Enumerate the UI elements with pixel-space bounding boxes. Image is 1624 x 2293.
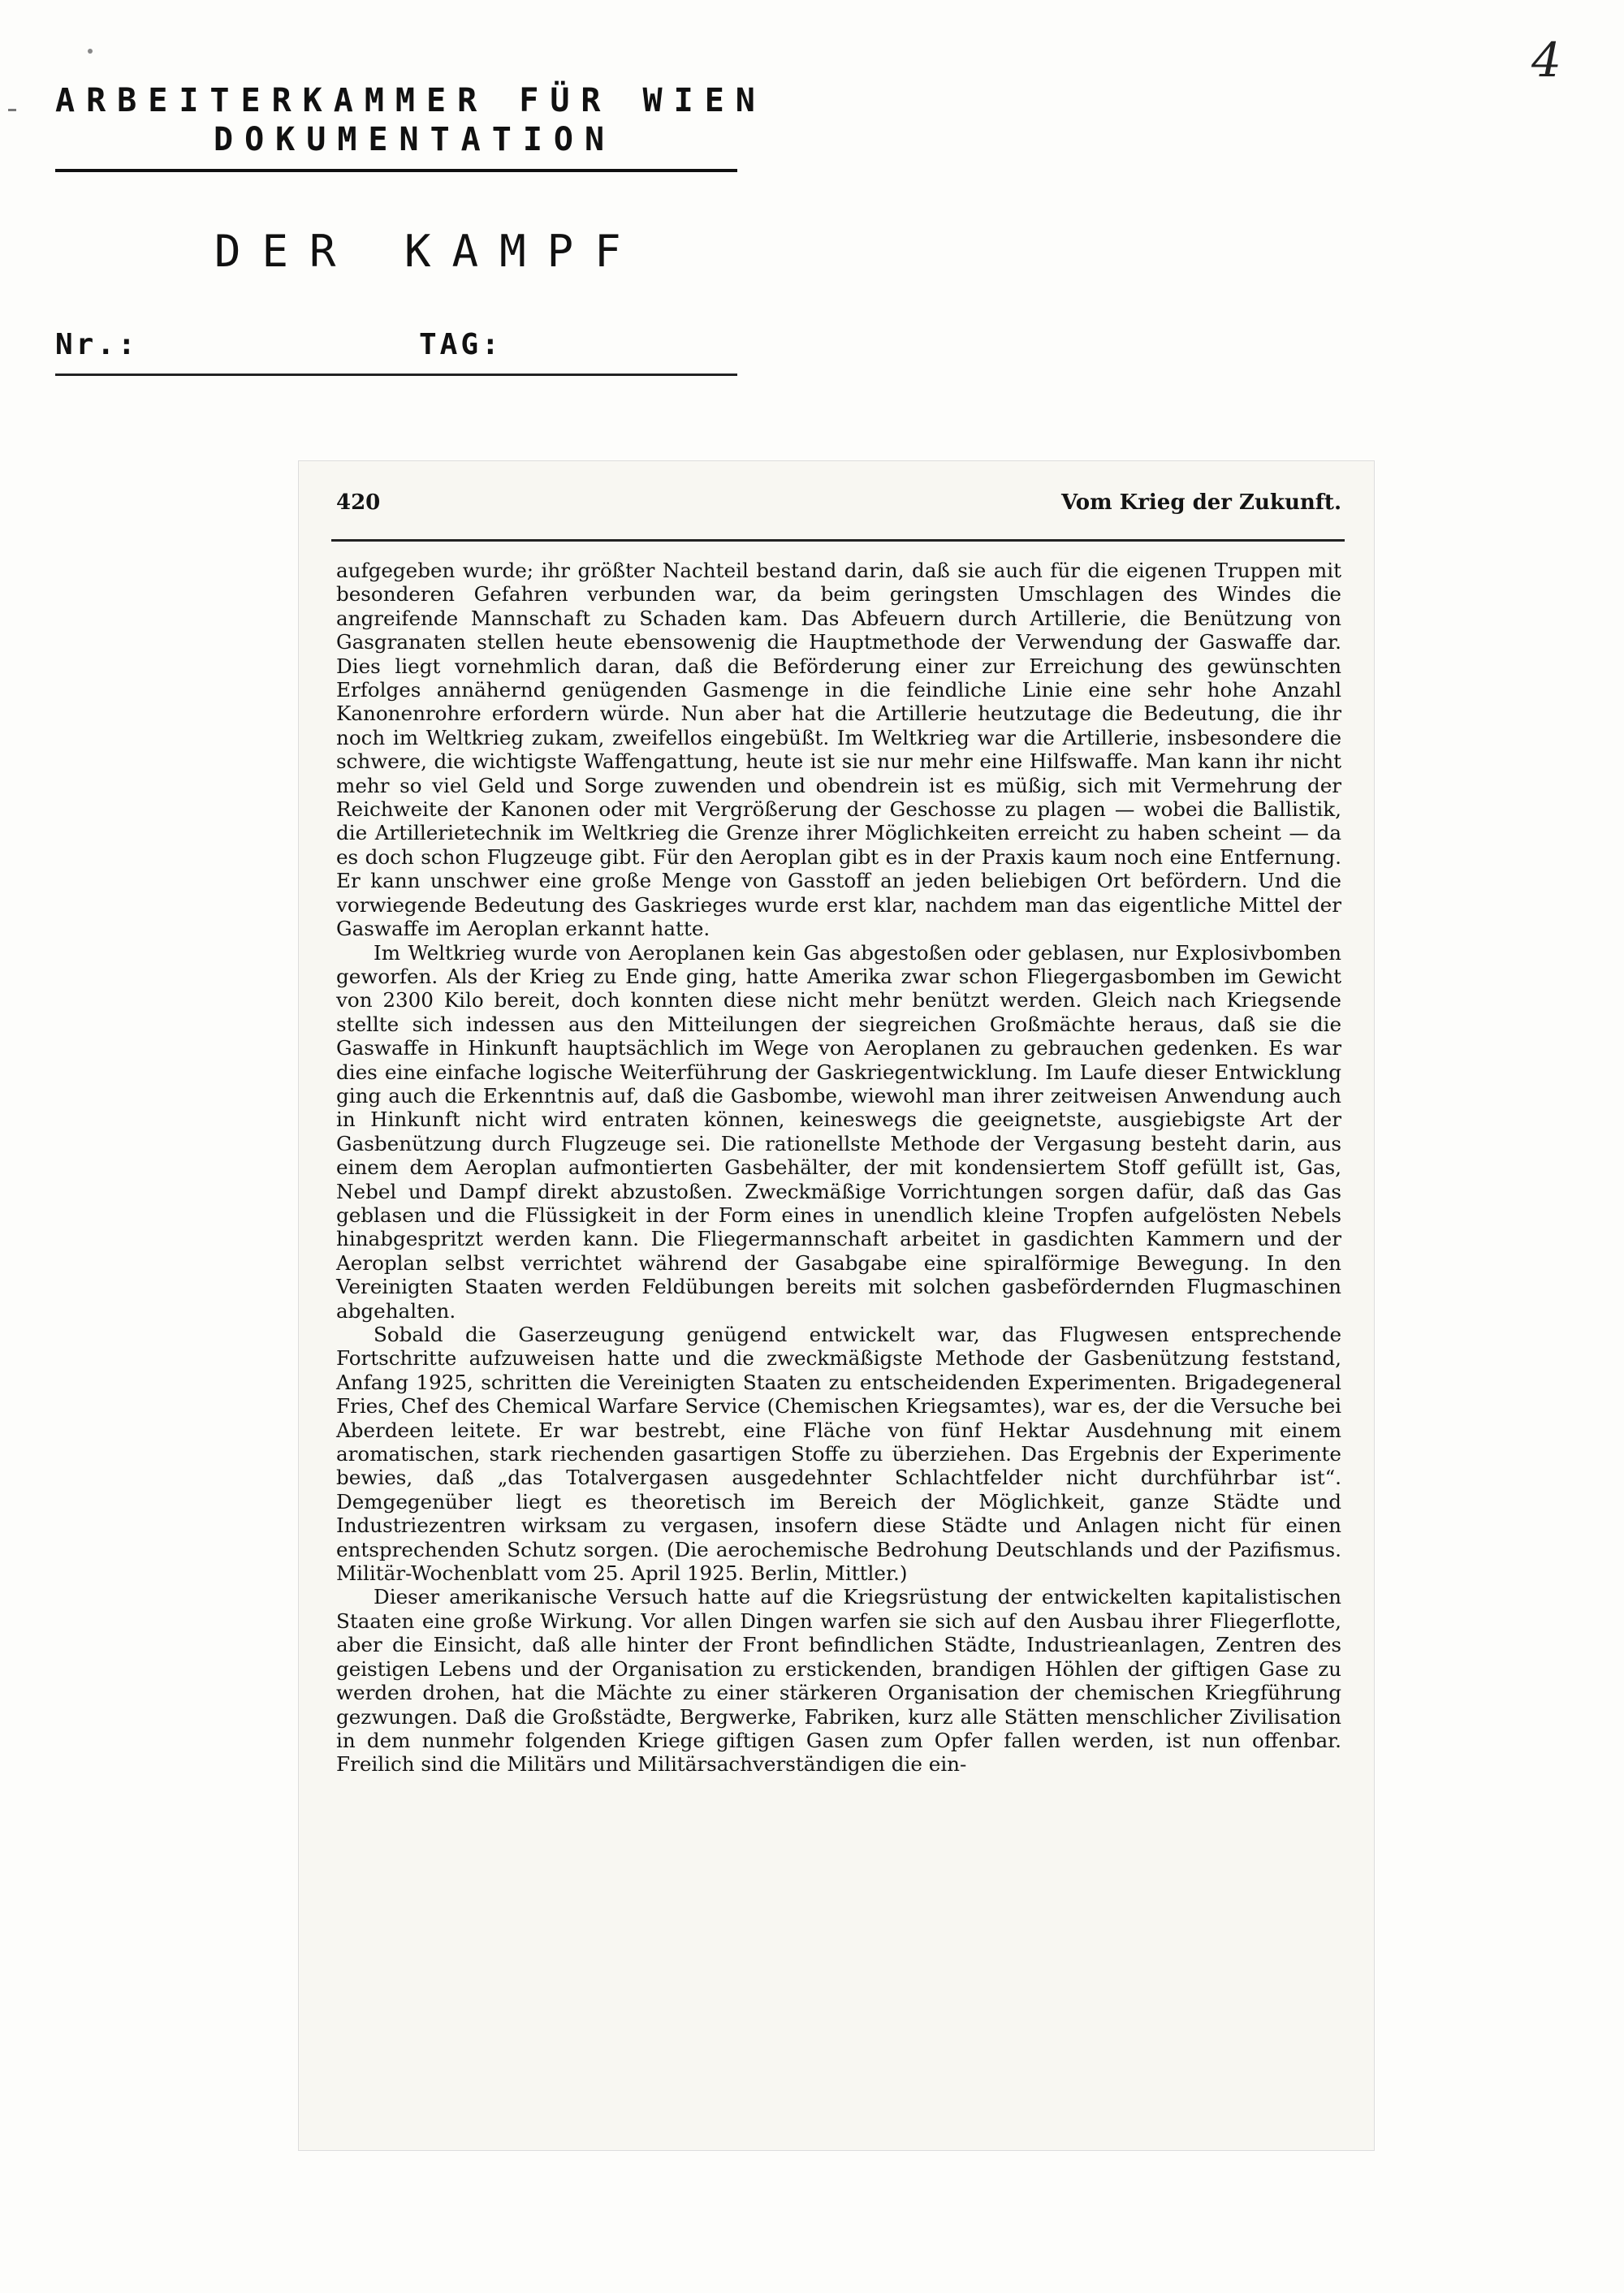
issue-number-field: Nr.: <box>55 328 139 361</box>
newspaper-clipping <box>299 461 1374 2150</box>
date-field: TAG: <box>419 328 503 361</box>
archive-header <box>55 81 767 159</box>
article-body <box>336 559 1341 1777</box>
institution-name: ARBEITERKAMMER FÜR WIEN <box>55 82 767 119</box>
edge-mark <box>8 109 16 111</box>
punch-mark <box>88 49 93 54</box>
clipping-running-title: Vom Krieg der Zukunft. <box>1060 490 1341 515</box>
archive-page-number: 4 <box>1531 32 1561 88</box>
article-paragraph: Im Weltkrieg wurde von Aeroplanen kein Gas abgestoßen oder geblasen, nur Explosivbomben geworfen. Als der Krieg zu Ende ging, hatte Amerika zwar schon Fliegergasbomben im Gewicht von 2300 Kilo bereit, doch konnten diese nicht mehr benützt werden. Gleich nach Kriegsende stellte sich indessen aus den Mitteilungen der siegreichen Großmächte heraus, daß sie die Gaswaffe in Hinkunft hauptsächlich im Wege von Aeroplanen zu gebrauchen gedenken. Es war dies eine einfache logische Weiterführung der Gaskriegentwicklung. Im Laufe dieser Entwicklung ging auch die Erkenntnis auf, daß die Gasbombe, wiewohl man ihrer zeitweisen Anwendung auch in Hinkunft nicht wird entraten können, keineswegs die geeignetste, ausgiebigste Art der Gasbenützung durch Flugzeuge sei. Die rationellste Methode der Vergasung besteht darin, aus einem dem Aeroplan aufmontierten Gasbehälter, der mit kondensiertem Stoff gefüllt ist, Gas, Nebel und Dampf direkt abzustoßen. Zweckmäßige Vorrichtungen sorgen dafür, daß das Gas geblasen und die Flüssigkeit in der Form eines in unendlich kleine Tropfen aufgelösten Nebels hinabgespritzt werden kann. Die Fliegermannschaft arbeitet in gasdichten Kammern und der Aeroplan selbst verrichtet während der Gasabgabe eine spiralförmige Bewegung. In den Vereinigten Staaten werden Feldübungen bereits mit solchen gasbefördernden Flugmaschinen abgehalten. <box>336 940 1341 1323</box>
publication-title: DER KAMPF <box>214 226 642 277</box>
article-paragraph: Sobald die Gaserzeugung genügend entwickelt war, das Flugwesen entsprechende Fortschritte aufzuweisen hatte und die zweckmäßigste Methode der Gasbenützung feststand, Anfang 1925, schritten die Vereinigten Staaten zu entscheidenden Experimenten. Brigadegeneral Fries, Chef des Chemical Warfare Service (Chemischen Kriegsamtes), war es, der die Versuche bei Aberdeen leitete. Er war bestrebt, eine Fläche von fünf Hektar Ausdehnung mit einem aromatischen, stark riechenden gasartigen Stoffe zu überziehen. Das Ergebnis der Experimente bewies, daß „das Totalvergasen ausgedehnter Schlachtfelder nicht durchführbar ist“. Demgegenüber liegt es theoretisch im Bereich der Möglichkeit, ganze Städte und Industriezentren wirksam zu vergasen, insofern diese Städte und Anlagen nicht für einen entsprechenden Schutz sorgen. (Die aerochemische Bedrohung Deutschlands und der Pazifismus. Militär-Wochenblatt vom 25. April 1925. Berlin, Mittler.) <box>336 1323 1341 1586</box>
header-rule <box>55 169 737 172</box>
department-name: DOKUMENTATION <box>214 121 616 158</box>
article-paragraph: aufgegeben wurde; ihr größter Nachteil bestand darin, daß sie auch für die eigenen Truppen mit besonderen Gefahren verbunden war, da beim geringsten Umschlagen des Windes die angreifende Mannschaft zu Schaden kam. Das Abfeuern durch Artillerie, die Benützung von Gasgranaten stellen heute ebensowenig die Hauptmethode der Verwendung der Gaswaffe dar. Dies liegt vornehmlich daran, daß die Beförderung einer zur Erreichung des gewünschten Erfolges annähernd genügenden Gasmenge in die feindliche Linie eine sehr hohe Anzahl Kanonenrohre erfordern würde. Nun aber hat die Artillerie heutzutage die Bedeutung, die ihr noch im Weltkrieg zukam, zweifellos eingebüßt. Im Weltkrieg war die Artillerie, insbesondere die schwere, die wichtigste Waffengattung, heute ist sie nur mehr eine Hilfswaffe. Man kann ihr nicht mehr so viel Geld und Sorge zuwenden und obendrein ist es müßig, sich mit Vermehrung der Reichweite der Kanonen oder mit Vergrößerung der Geschosse zu plagen — wobei die Ballistik, die Artillerietechnik im Weltkrieg die Grenze ihrer Möglichkeiten erreicht zu haben scheint — da es doch schon Flugzeuge gibt. Für den Aeroplan gibt es in der Praxis kaum noch eine Entfernung. Er kann unschwer eine große Menge von Gasstoff an jeden beliebigen Ort befördern. Und die vorwiegende Bedeutung des Gaskrieges wurde erst klar, nachdem man das eigentliche Mittel der Gaswaffe im Aeroplan erkannt hatte. <box>336 559 1341 941</box>
clipping-page-number: 420 <box>336 490 381 515</box>
article-paragraph: Dieser amerikanische Versuch hatte auf die Kriegsrüstung der entwickelten kapitalistischen Staaten eine große Wirkung. Vor allen Dingen warfen sie sich auf den Ausbau ihrer Fliegerflotte, aber die Einsicht, daß alle hinter der Front befindlichen Städte, Industrieanlagen, Zentren des geistigen Lebens und der Organisation zu erstickenden, brandigen Höhlen der giftigen Gase zu werden drohen, hat die Mächte zu einer stärkeren Organisation der chemischen Kriegführung gezwungen. Daß die Großstädte, Bergwerke, Fabriken, kurz alle Stätten menschlicher Zivilisation in dem nunmehr folgenden Kriege giftigen Gasen zum Opfer fallen werden, ist nun offenbar. Freilich sind die Militärs und Militärsachverständigen die ein- <box>336 1585 1341 1777</box>
clipping-header <box>336 490 1341 526</box>
clipping-header-rule <box>331 539 1345 542</box>
fields-rule <box>55 374 737 376</box>
